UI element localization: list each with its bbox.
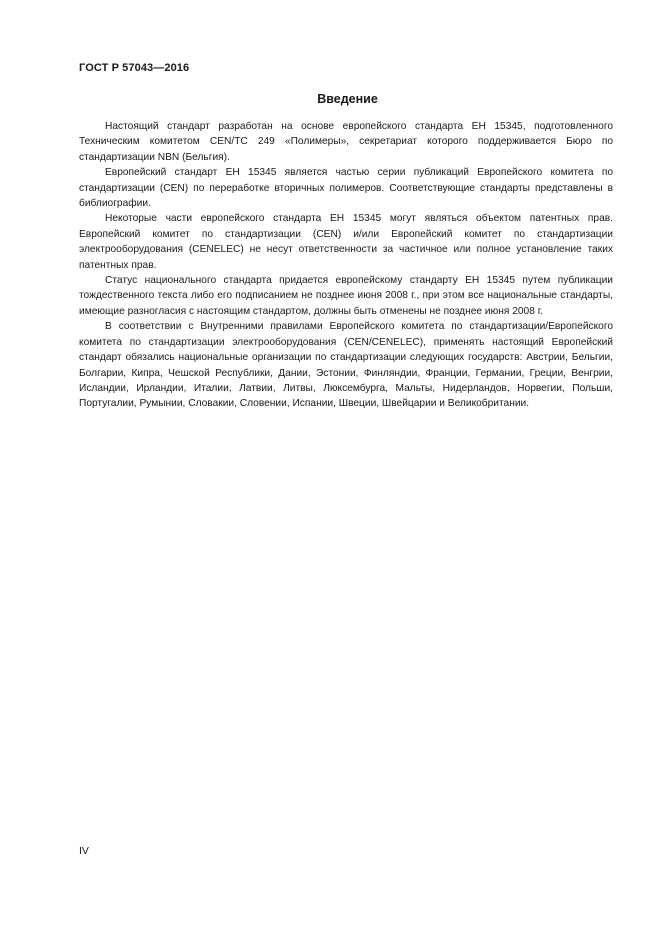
document-header: ГОСТ Р 57043—2016 [79, 62, 190, 74]
page-number: IV [79, 845, 89, 857]
section-body [79, 119, 613, 412]
paragraph: Некоторые части европейского стандарта ЕН 15345 могут являться объектом патентных прав. Европейский комитет по стандартизации (CEN) и/или Европейский комитет по стандартизации электрооборудования (CENELEC) не несут ответственности за частичное или полное установление таких патентных прав. [79, 213, 613, 271]
paragraph: Настоящий стандарт разработан на основе европейского стандарта ЕН 15345, подготовленного Техническим комитетом CEN/TC 249 «Полимеры», секретариат которого поддерживается Бюро по стандартизации NBN (Бельгия). [79, 121, 613, 163]
paragraph: В соответствии с Внутренними правилами Европейского комитета по стандартизации/Европейского комитета по стандартизации электрооборудования (CEN/CENELEC), применять настоящий Европейский стандарт обязались национальные организации по стандартизации следующих государств: Австрии, Бельгии, Болгарии, Кипра, Чешской Республики, Дании, Эстонии, Финляндии, Франции, Германии, Греции, Венгрии, Исландии, Ирландии, Италии, Латвии, Литвы, Люксембурга, Мальты, Нидерландов, Норвегии, Польши, Португалии, Румынии, Словакии, Словении, Испании, Швеции, Швейцарии и Великобритании. [79, 321, 613, 410]
paragraph: Европейский стандарт ЕН 15345 является частью серии публикаций Европейского комитета по стандартизации (CEN) по переработке вторичных полимеров. Соответствующие стандарты представлены в библиографии. [79, 167, 613, 210]
section-title: Введение [317, 92, 378, 106]
paragraph: Статус национального стандарта придается европейскому стандарту ЕН 15345 путем публикации тождественного текста либо его подписанием не позднее июня 2008 г., при этом все национальные стандарты, имеющие разногласия с настоящим стандартом, должны быть отменены не позднее июня 2008 г. [79, 275, 613, 317]
